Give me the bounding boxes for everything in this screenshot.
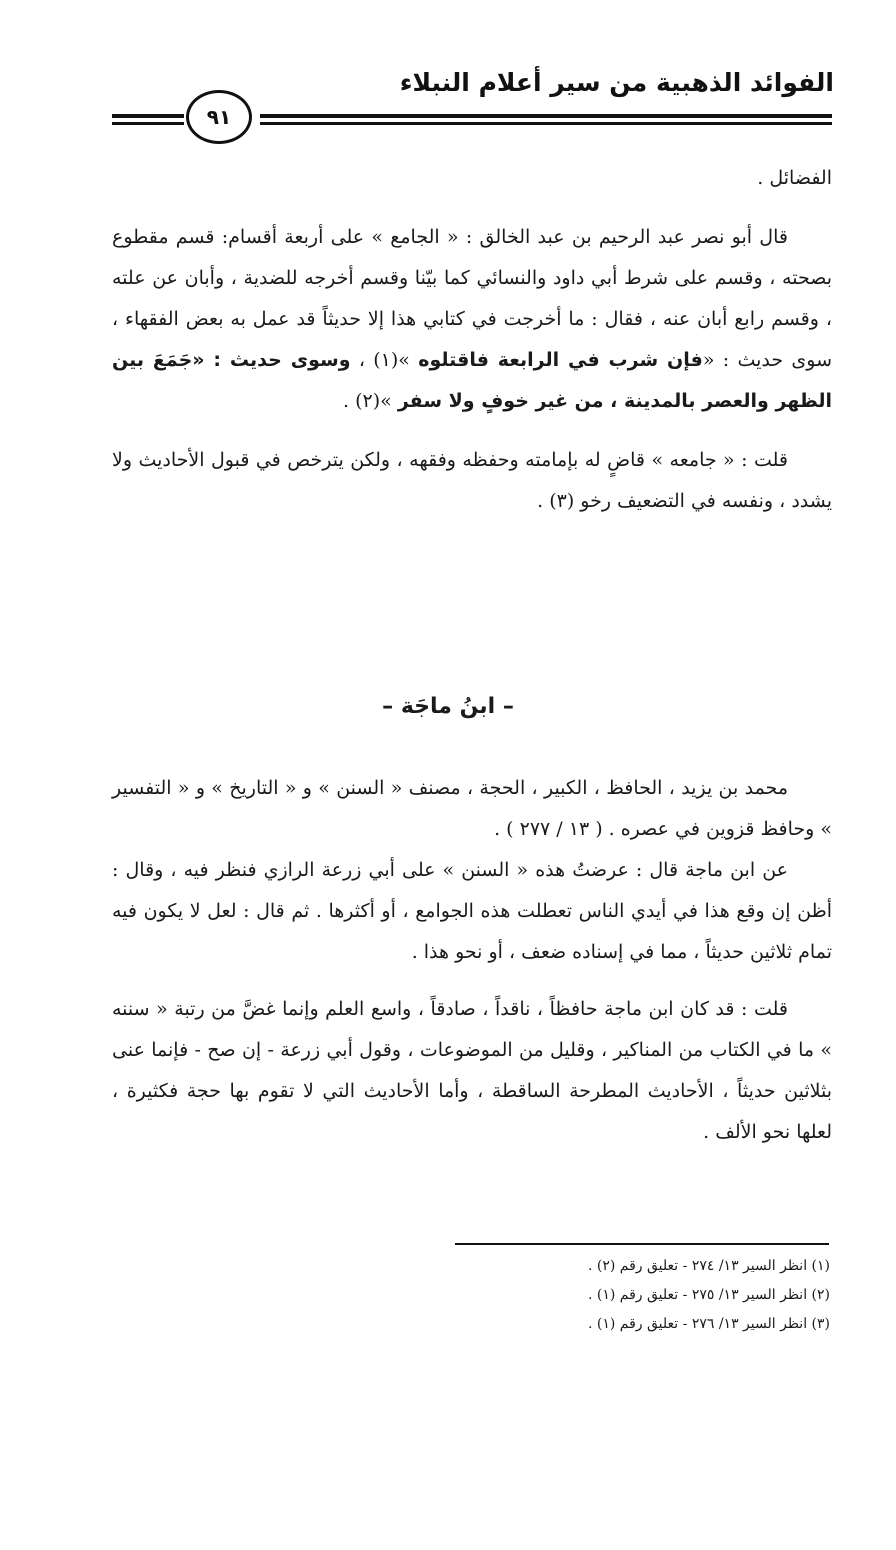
text-run: »(١) ، <box>358 349 410 371</box>
paragraph-ibn-majah-bio: محمد بن يزيد ، الحافظ ، الكبير ، الحجة ، مصنف « السنن » و « التاريخ » و « التفسير » وحافظ قزوين في عصره . ( ١٣ / ٢٧٧ ) . <box>112 777 832 840</box>
hadith-intro: وسوى حديث : « <box>192 349 351 371</box>
rule-line <box>112 122 184 125</box>
text-run: قال أبو نصر عبد الرحيم بن عبد الخالق : « الجامع » على أربعة أقسام: قسم مقطوع بصحته ، وقسم على شرط أبي داود والنسائي كما بيّنا وقسم أخرجه للضدية ، وأبان عن علته ، وقسم رابع أبان عنه ، فقال : ما أخرجت في كتابي هذا إلا حديثاً قد عمل به بعض الفقهاء ، سوى حديث : « <box>112 226 833 371</box>
footnotes <box>410 1252 830 1339</box>
rule-line <box>112 114 184 118</box>
paragraph-jami-description <box>112 217 832 422</box>
text-section-2 <box>112 768 832 1153</box>
section-heading: – ابنُ ماجَة – <box>382 694 514 719</box>
footnote-3: (٣) انظر السير ١٣/ ٢٧٦ - تعليق رقم (١) . <box>587 1316 830 1332</box>
text-section-1 <box>112 158 832 522</box>
text-run: »(٢) . <box>343 390 392 412</box>
paragraph-qultu-ibn-majah: قلت : قد كان ابن ماجة حافظاً ، ناقداً ، صادقاً ، واسع العلم وإنما غضَّ من رتبة « سننه » ما في الكتاب من المناكير ، وقليل من الموضوعات ، وقول أبي زرعة - إن صح - فإنما عنى بثلاثين حديثاً ، الأحاديث المطرحة الساقطة ، وأما الأحاديث التي لا تقوم بها حجة فكثيرة ، لعلها نحو الألف . <box>112 998 832 1143</box>
rule-line <box>260 114 832 118</box>
footnote-1: (١) انظر السير ١٣/ ٢٧٤ - تعليق رقم (٢) . <box>587 1258 830 1274</box>
header-rule <box>110 84 834 144</box>
running-title: الفوائد الذهبية من سير أعلام النبلاء <box>399 68 834 97</box>
paragraph-abu-zura: عن ابن ماجة قال : عرضتُ هذه « السنن » على أبي زرعة الرازي فنظر فيه ، وقال : أظن إن وقع هذا في أيدي الناس تعطلت هذه الجوامع ، أو أكثرها . ثم قال : لعل لا يكون فيه تمام ثلاثين حديثاً ، مما في إسناده ضعف ، أو نحو هذا . <box>112 859 832 963</box>
footnote-separator <box>455 1243 829 1245</box>
hadith-quote: جَمَعَ بين الظهر والعصر بالمدينة ، من غير خوفٍ ولا سفر <box>112 349 832 412</box>
rule-line <box>260 122 832 125</box>
footnote-2: (٢) انظر السير ١٣/ ٢٧٥ - تعليق رقم (١) . <box>587 1287 830 1303</box>
page-number: ٩١ <box>186 90 252 144</box>
hadith-quote: فإن شرب في الرابعة فاقتلوه <box>418 349 703 371</box>
paragraph-qultu-jami: قلت : « جامعه » قاضٍ له بإمامته وحفظه وفقهه ، ولكن يترخص في قبول الأحاديث ولا يشدد ، ونفسه في التضعيف رخو (٣) . <box>112 449 832 512</box>
paragraph-continuation: الفضائل . <box>757 167 832 189</box>
